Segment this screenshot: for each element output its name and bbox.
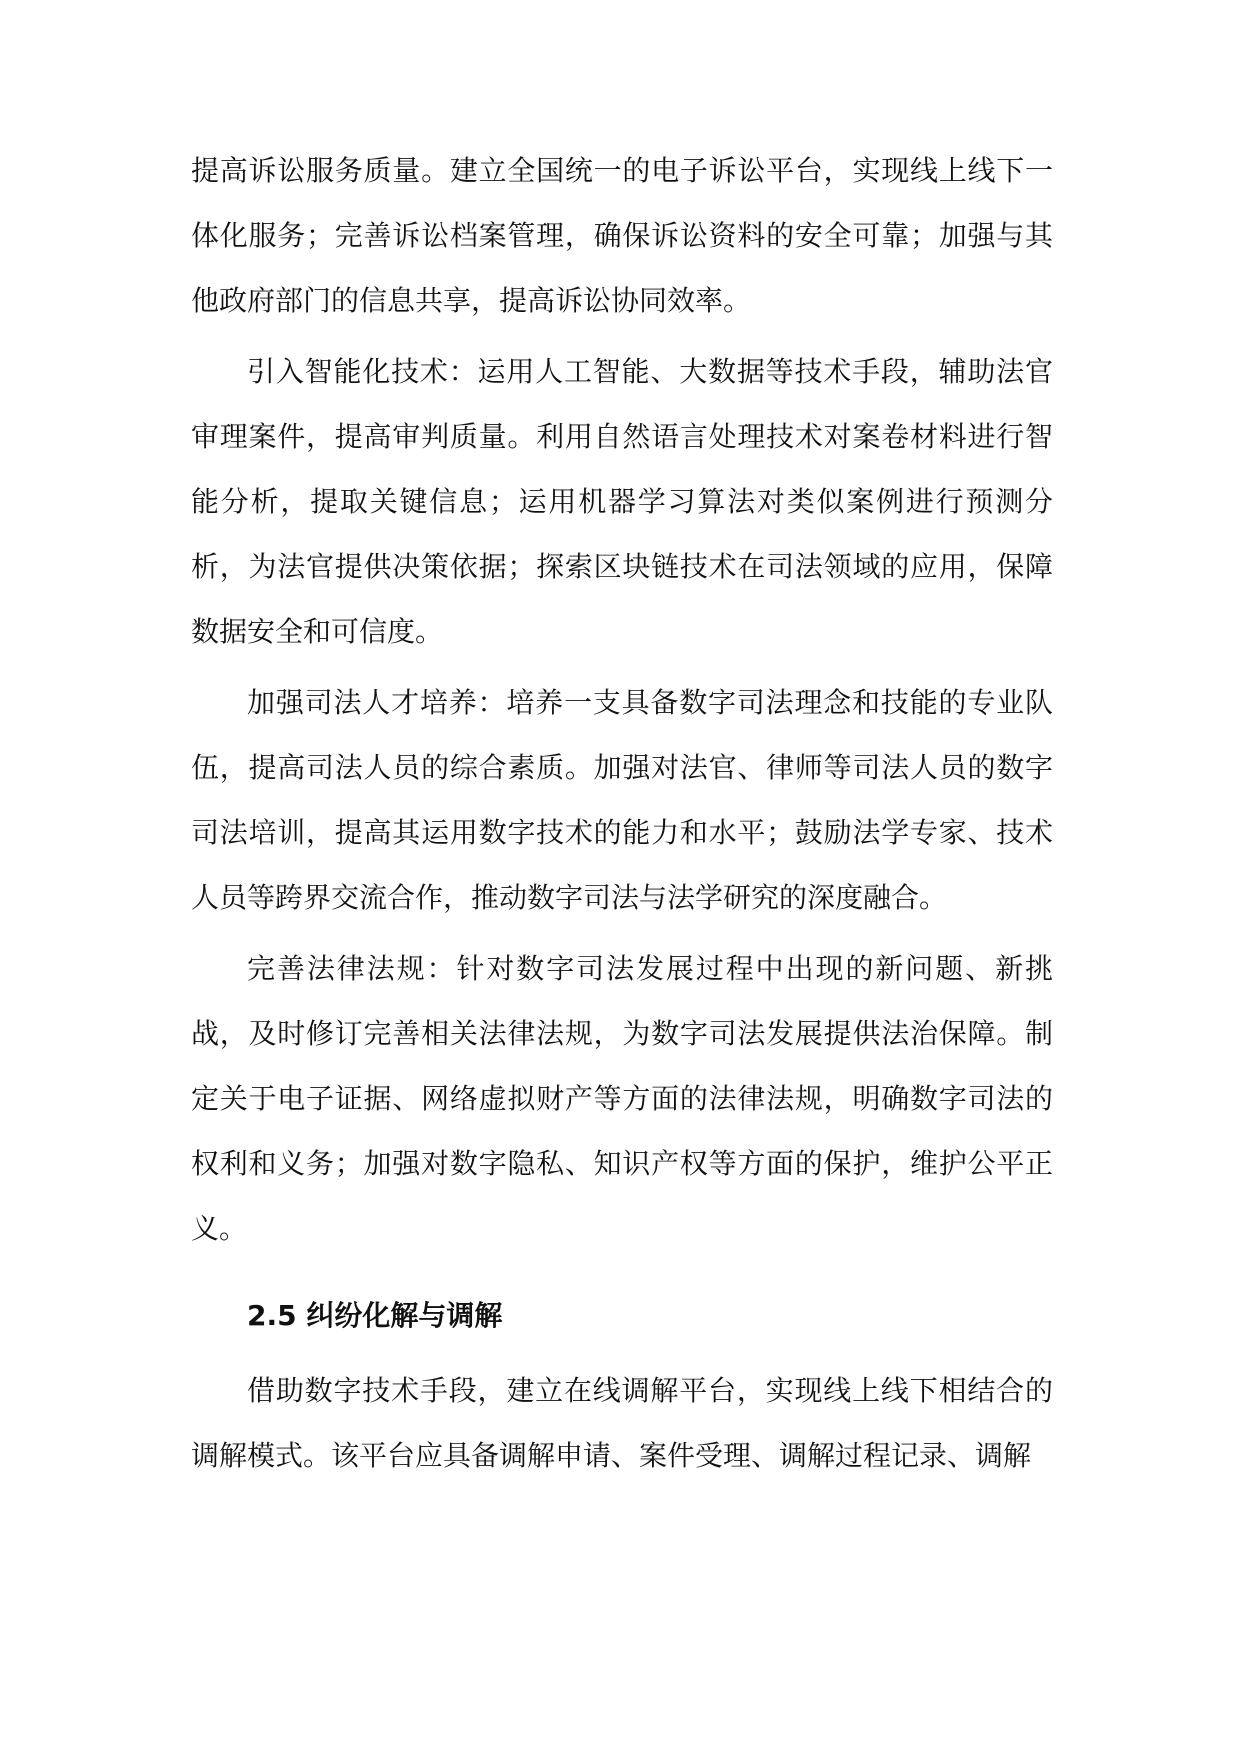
paragraph-talent-training: 加强司法人才培养：培养一支具备数字司法理念和技能的专业队伍，提高司法人员的综合素质。加强对法官、律师等司法人员的数字司法培训，提高其运用数字技术的能力和水平；鼓励法学专家、技术人员等跨界交流合作，推动数字司法与法学研究的深度融合。 [191,686,1053,914]
paragraph-litigation-service: 提高诉讼服务质量。建立全国统一的电子诉讼平台，实现线上线下一体化服务；完善诉讼档案管理，确保诉讼资料的安全可靠；加强与其他政府部门的信息共享，提高诉讼协同效率。 [191,154,1053,317]
section-heading: 2.5 纠纷化解与调解 [247,1299,503,1332]
document-body [191,138,1053,1494]
paragraph-online-mediation: 借助数字技术手段，建立在线调解平台，实现线上线下相结合的调解模式。该平台应具备调解申请、案件受理、调解过程记录、调解 [191,1374,1053,1472]
paragraph-laws-regulations: 完善法律法规：针对数字司法发展过程中出现的新问题、新挑战，及时修订完善相关法律法规，为数字司法发展提供法治保障。制定关于电子证据、网络虚拟财产等方面的法律法规，明确数字司法的权利和义务；加强对数字隐私、知识产权等方面的保护，维护公平正义。 [191,952,1053,1245]
paragraph-intelligent-technology: 引入智能化技术：运用人工智能、大数据等技术手段，辅助法官审理案件，提高审判质量。利用自然语言处理技术对案卷材料进行智能分析，提取关键信息；运用机器学习算法对类似案例进行预测分析，为法官提供决策依据；探索区块链技术在司法领域的应用，保障数据安全和可信度。 [191,355,1053,648]
